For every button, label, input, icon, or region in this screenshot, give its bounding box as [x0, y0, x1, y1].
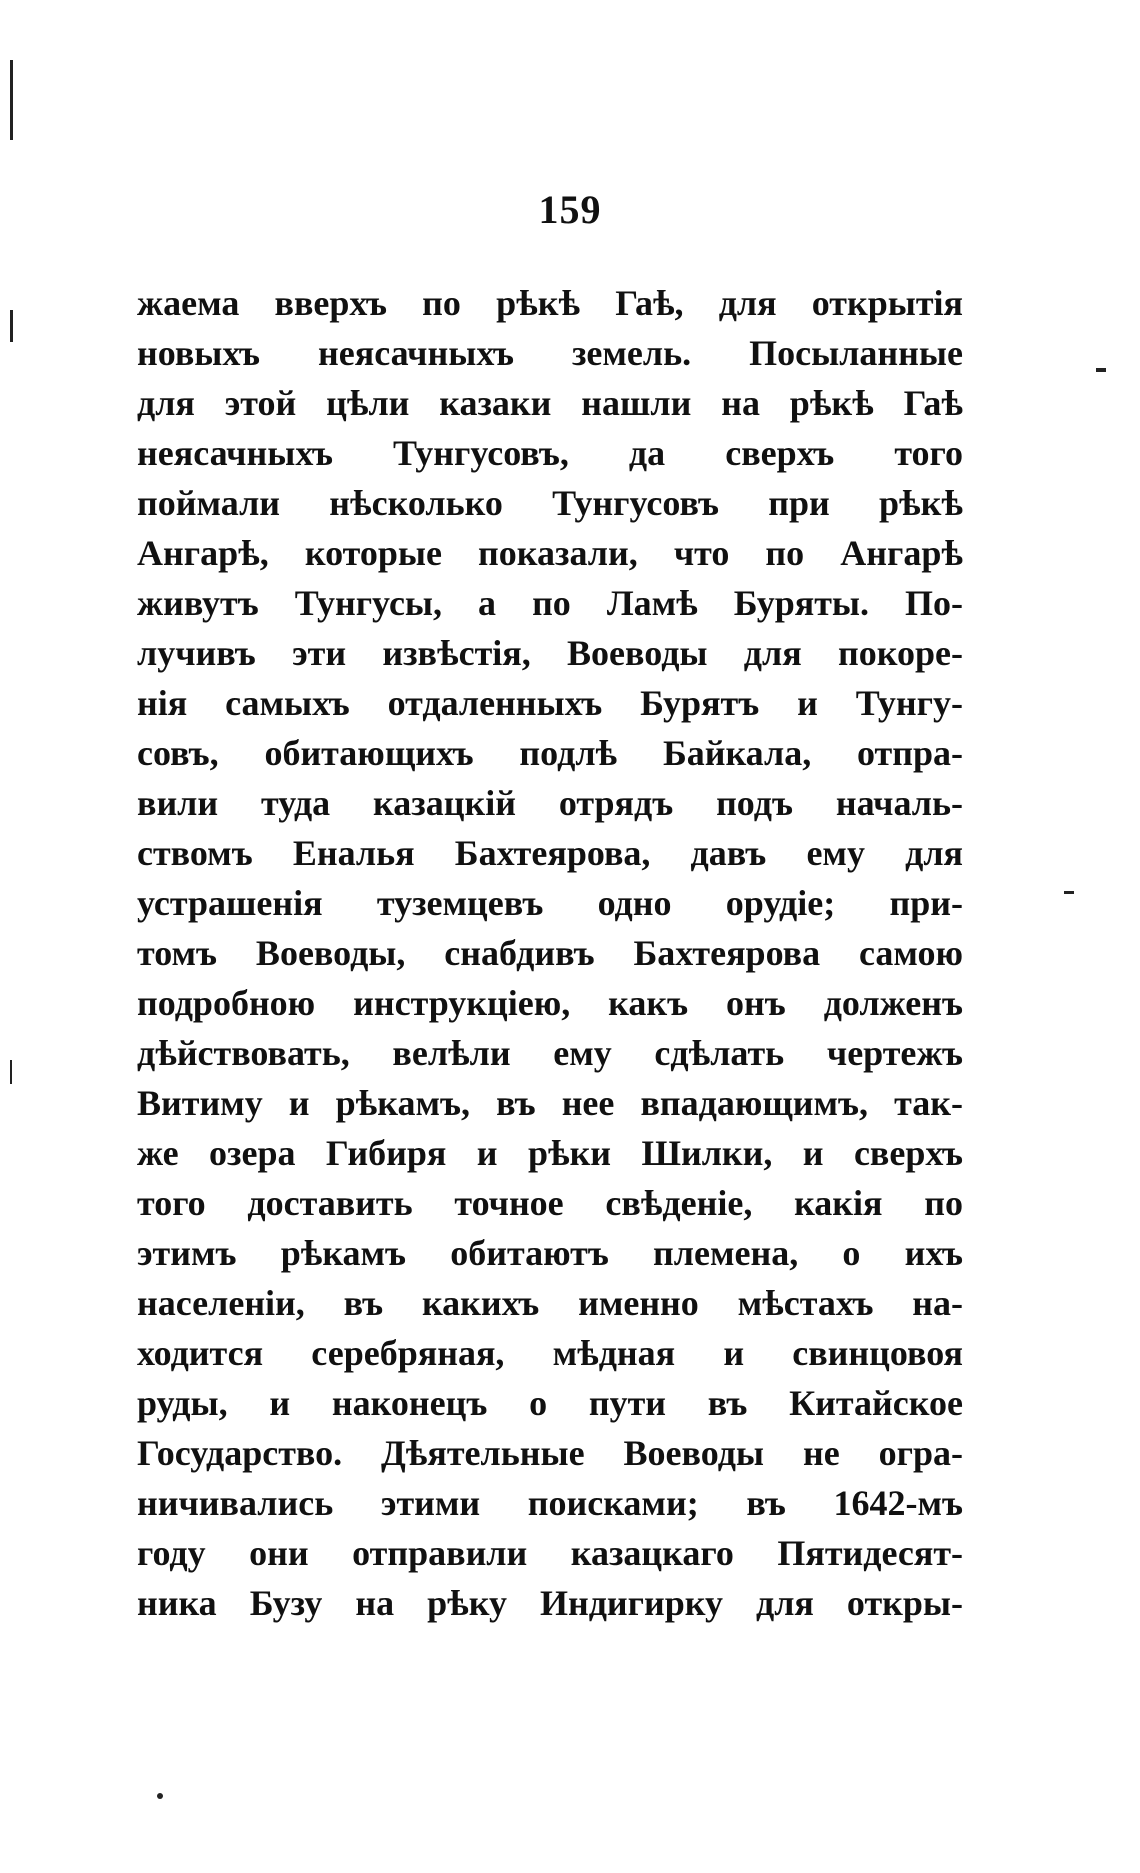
text-line: ничивались этими поисками; въ 1642-мъ: [137, 1483, 963, 1523]
text-line: Ангарѣ, которые показали, что по Ангарѣ: [137, 533, 963, 573]
text-line: устрашенія туземцевъ одно орудіе; при-: [137, 883, 963, 923]
scan-edge-mark: [10, 310, 13, 342]
body-text: [137, 278, 963, 1628]
scan-speck: [1064, 891, 1074, 894]
text-line: году они отправили казацкаго Пятидесят-: [137, 1533, 963, 1573]
scan-speck: [157, 1793, 163, 1799]
text-line: нія самыхъ отдаленныхъ Бурятъ и Тунгу-: [137, 683, 963, 723]
scan-edge-mark: [10, 1060, 12, 1084]
text-line: живутъ Тунгусы, а по Ламѣ Буряты. По-: [137, 583, 963, 623]
text-line: Витиму и рѣкамъ, въ нее впадающимъ, так-: [137, 1083, 963, 1123]
text-line: новыхъ неясачныхъ земель. Посыланные: [137, 333, 963, 373]
text-line: Государство. Дѣятельные Воеводы не огра-: [137, 1433, 963, 1473]
text-line: томъ Воеводы, снабдивъ Бахтеярова самою: [137, 933, 963, 973]
text-line: неясачныхъ Тунгусовъ, да сверхъ того: [137, 433, 963, 473]
text-line: дѣйствовать, велѣли ему сдѣлать чертежъ: [137, 1033, 963, 1073]
text-line: вили туда казацкій отрядъ подъ началь-: [137, 783, 963, 823]
text-line: поймали нѣсколько Тунгусовъ при рѣкѣ: [137, 483, 963, 523]
text-line: для этой цѣли казаки нашли на рѣкѣ Гаѣ: [137, 383, 963, 423]
scan-edge-mark: [10, 60, 13, 140]
text-line: ствомъ Еналья Бахтеярова, давъ ему для: [137, 833, 963, 873]
text-line: руды, и наконецъ о пути въ Китайское: [137, 1383, 963, 1423]
text-line: этимъ рѣкамъ обитаютъ племена, о ихъ: [137, 1233, 963, 1273]
text-line: ходится серебряная, мѣдная и свинцовоя: [137, 1333, 963, 1373]
text-line: жаема вверхъ по рѣкѣ Гаѣ, для открытія: [137, 283, 963, 323]
text-line: того доставить точное свѣденіе, какія по: [137, 1183, 963, 1223]
text-line: населеніи, въ какихъ именно мѣстахъ на-: [137, 1283, 963, 1323]
page-number: 159: [538, 187, 602, 232]
text-line: ника Бузу на рѣку Индигирку для откры-: [137, 1583, 963, 1623]
scan-speck: [1096, 368, 1106, 372]
text-line: совъ, обитающихъ подлѣ Байкала, отпра-: [137, 733, 963, 773]
text-line: же озера Гибиря и рѣки Шилки, и сверхъ: [137, 1133, 963, 1173]
text-line: лучивъ эти извѣстія, Воеводы для покоре-: [137, 633, 963, 673]
text-line: подробною инструкціею, какъ онъ долженъ: [137, 983, 963, 1023]
